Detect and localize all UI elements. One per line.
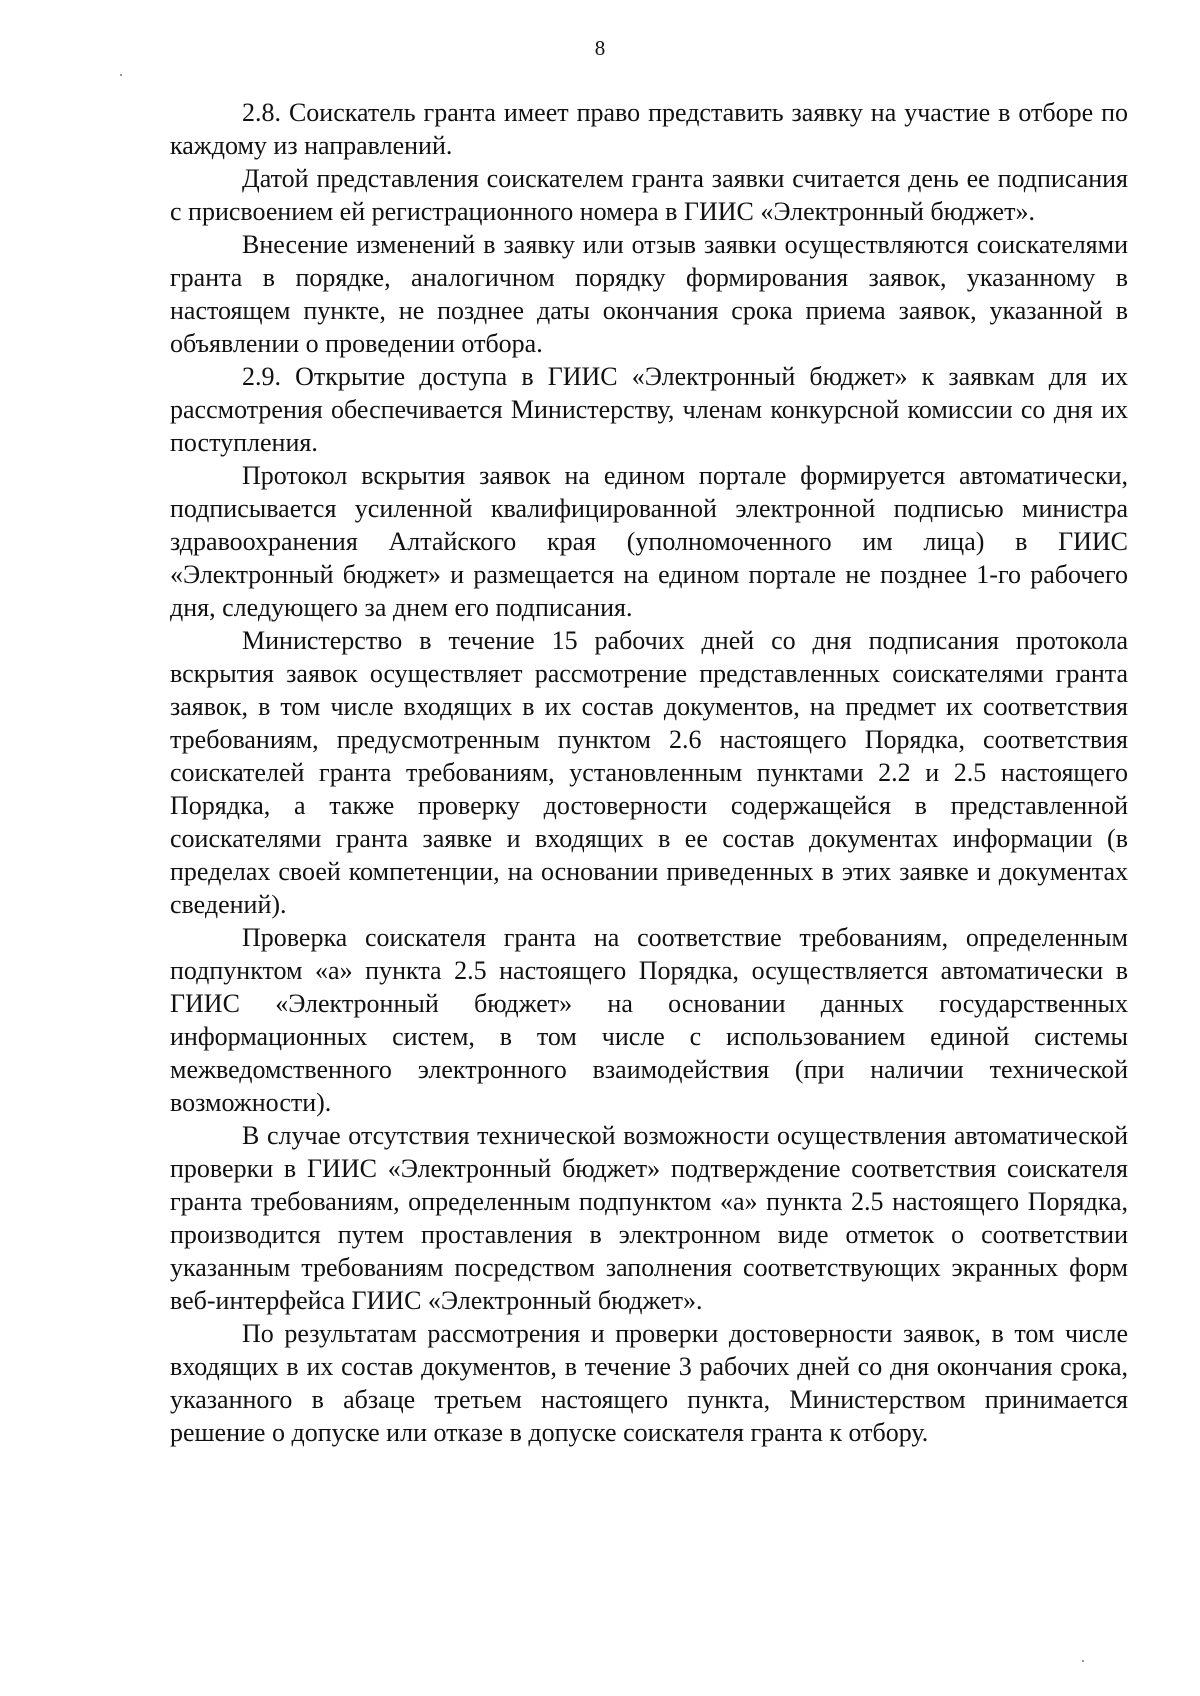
scan-artifact-dot [1082, 1660, 1084, 1662]
scan-artifact-dot [120, 74, 122, 76]
paragraph-ministry-review: Министерство в течение 15 рабочих дней со дня подписания протокола вскрытия заявок осуществляет рассмотрение представленных соискателями гранта заявок, в том числе входящих в их состав документов, на предмет их соответствия требованиям, предусмотренным пунктом 2.6 настоящего Порядка, соответствия соискателей гранта требованиям, установленным пунктами 2.2 и 2.5 настоящего Порядка, а также проверку достоверности содержащейся в представленной соискателями гранта заявке и входящих в ее состав документах информации (в пределах своей компетенции, на основании приведенных в этих заявке и документах сведений). [170, 626, 1128, 919]
paragraph-admission-decision: По результатам рассмотрения и проверки достоверности заявок, в том числе входящих в их состав документов, в течение 3 рабочих дней со дня окончания срока, указанного в абзаце третьем настоящего пункта, Министерством принимается решение о допуске или отказе в допуске соискателя гранта к отбору. [170, 1319, 1128, 1447]
page-number: 8 [594, 36, 606, 60]
document-body [170, 96, 1128, 1449]
paragraph-submission-date: Датой представления соискателем гранта заявки считается день ее подписания с присвоением ей регистрационного номера в ГИИС «Электронный бюджет». [170, 164, 1128, 226]
paragraph-manual-check: В случае отсутствия технической возможности осуществления автоматической проверки в ГИИС «Электронный бюджет» подтверждение соответствия соискателя гранта требованиям, определенным подпунктом «а» пункта 2.5 настоящего Порядка, производится путем проставления в электронном виде отметок о соответствии указанным требованиям посредством заполнения соответствующих экранных форм веб-интерфейса ГИИС «Электронный бюджет». [170, 1121, 1128, 1315]
paragraph-opening-protocol: Протокол вскрытия заявок на едином портале формируется автоматически, подписывается усиленной квалифицированной электронной подписью министра здравоохранения Алтайского края (уполномоченного им лица) в ГИИС «Электронный бюджет» и размещается на едином портале не позднее 1-го рабочего дня, следующего за днем его подписания. [170, 461, 1128, 622]
paragraph-2-8: 2.8. Соискатель гранта имеет право представить заявку на участие в отборе по каждому из направлений. [170, 98, 1128, 160]
paragraph-application-changes: Внесение изменений в заявку или отзыв заявки осуществляются соискателями гранта в порядке, аналогичном порядку формирования заявок, указанному в настоящем пункте, не позднее даты окончания срока приема заявок, указанной в объявлении о проведении отбора. [170, 230, 1128, 358]
paragraph-2-9: 2.9. Открытие доступа в ГИИС «Электронный бюджет» к заявкам для их рассмотрения обеспечивается Министерству, членам конкурсной комиссии со дня их поступления. [170, 362, 1128, 457]
paragraph-automatic-check: Проверка соискателя гранта на соответствие требованиям, определенным подпунктом «а» пункта 2.5 настоящего Порядка, осуществляется автоматически в ГИИС «Электронный бюджет» на основании данных государственных информационных систем, в том числе с использованием единой системы межведомственного электронного взаимодействия (при наличии технической возможности). [170, 923, 1128, 1117]
